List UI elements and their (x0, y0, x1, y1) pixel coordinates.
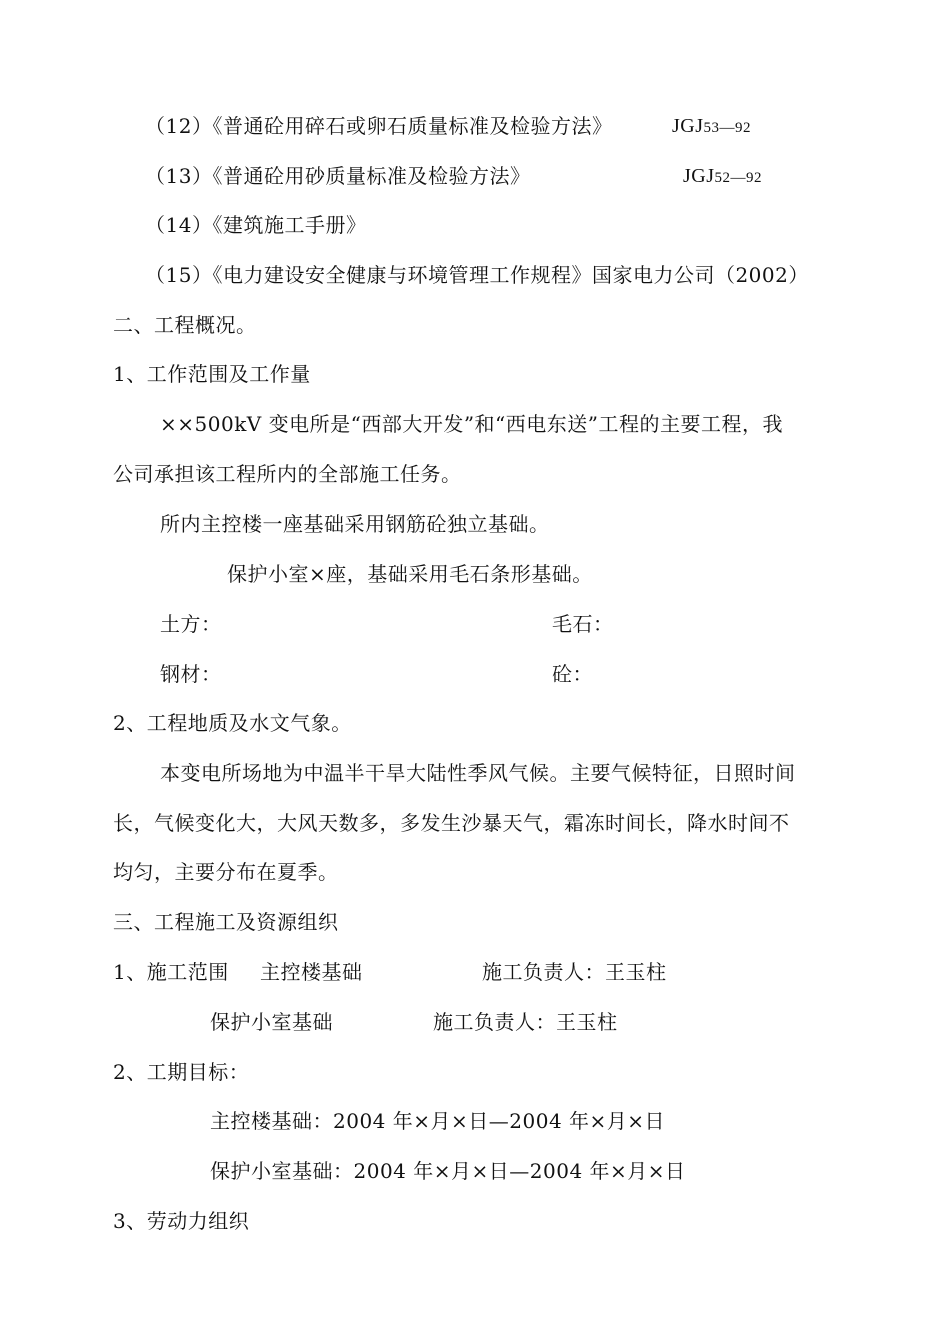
reference-13-code-number: 52—92 (714, 170, 763, 186)
reference-13 (145, 162, 530, 190)
quantity-rubble-stone: 毛石： (552, 612, 614, 636)
schedule-heading: 2、工期目标： (113, 1060, 250, 1084)
climate-paragraph-line-2: 长，气候变化大，大风天数多，多发生沙暴天气，霜冻时间长，降水时间不 (113, 811, 790, 835)
scope-main-building-person: 施工负责人：王玉柱 (482, 960, 667, 984)
reference-15-title: （15）《电力建设安全健康与环境管理工作规程》国家电力公司（2002） (145, 263, 809, 287)
reference-14-title: （14）《建筑施工手册》 (145, 213, 367, 237)
quantity-earthwork: 土方： (160, 612, 222, 636)
reference-12-code (672, 112, 751, 142)
reference-13-code (683, 162, 762, 192)
reference-12 (145, 112, 612, 140)
main-building-paragraph: 所内主控楼一座基础采用钢筋砼独立基础。 (160, 512, 550, 536)
climate-paragraph-line-3: 均匀，主要分布在夏季。 (113, 860, 339, 884)
section-2-heading: 二、工程概况。 (113, 313, 257, 337)
quantity-concrete: 砼： (552, 662, 593, 686)
scope-protection-room: 保护小室基础 (210, 1010, 333, 1034)
reference-12-title: （12）《普通砼用碎石或卵石质量标准及检验方法》 (145, 114, 613, 138)
scope-paragraph-line-1: ××500kV 变电所是“西部大开发”和“西电东送”工程的主要工程，我 (160, 412, 784, 436)
section-3-heading: 三、工程施工及资源组织 (113, 910, 339, 934)
reference-13-code-main: JGJ (683, 165, 715, 187)
reference-12-code-number: 53—92 (703, 120, 752, 136)
scope-paragraph-line-2: 公司承担该工程所内的全部施工任务。 (113, 462, 462, 486)
construction-scope-label: 1、施工范围 (113, 960, 229, 984)
labor-heading: 3、劳动力组织 (113, 1209, 250, 1233)
reference-13-title: （13）《普通砼用砂质量标准及检验方法》 (145, 164, 531, 188)
reference-15 (145, 261, 809, 289)
section-2-1-heading: 1、工作范围及工作量 (113, 362, 311, 386)
reference-14 (145, 211, 366, 239)
reference-12-code-main: JGJ (672, 115, 704, 137)
quantity-steel: 钢材： (160, 662, 222, 686)
climate-paragraph-line-1: 本变电所场地为中温半干旱大陆性季风气候。主要气候特征，日照时间 (160, 761, 796, 785)
schedule-main-building: 主控楼基础：2004 年×月×日—2004 年×月×日 (210, 1109, 666, 1133)
scope-protection-room-person: 施工负责人：王玉柱 (433, 1010, 618, 1034)
section-2-2-heading: 2、工程地质及水文气象。 (113, 711, 352, 735)
scope-main-building: 主控楼基础 (260, 960, 363, 984)
protection-room-paragraph: 保护小室×座，基础采用毛石条形基础。 (227, 562, 593, 586)
schedule-protection-room: 保护小室基础：2004 年×月×日—2004 年×月×日 (210, 1159, 686, 1183)
